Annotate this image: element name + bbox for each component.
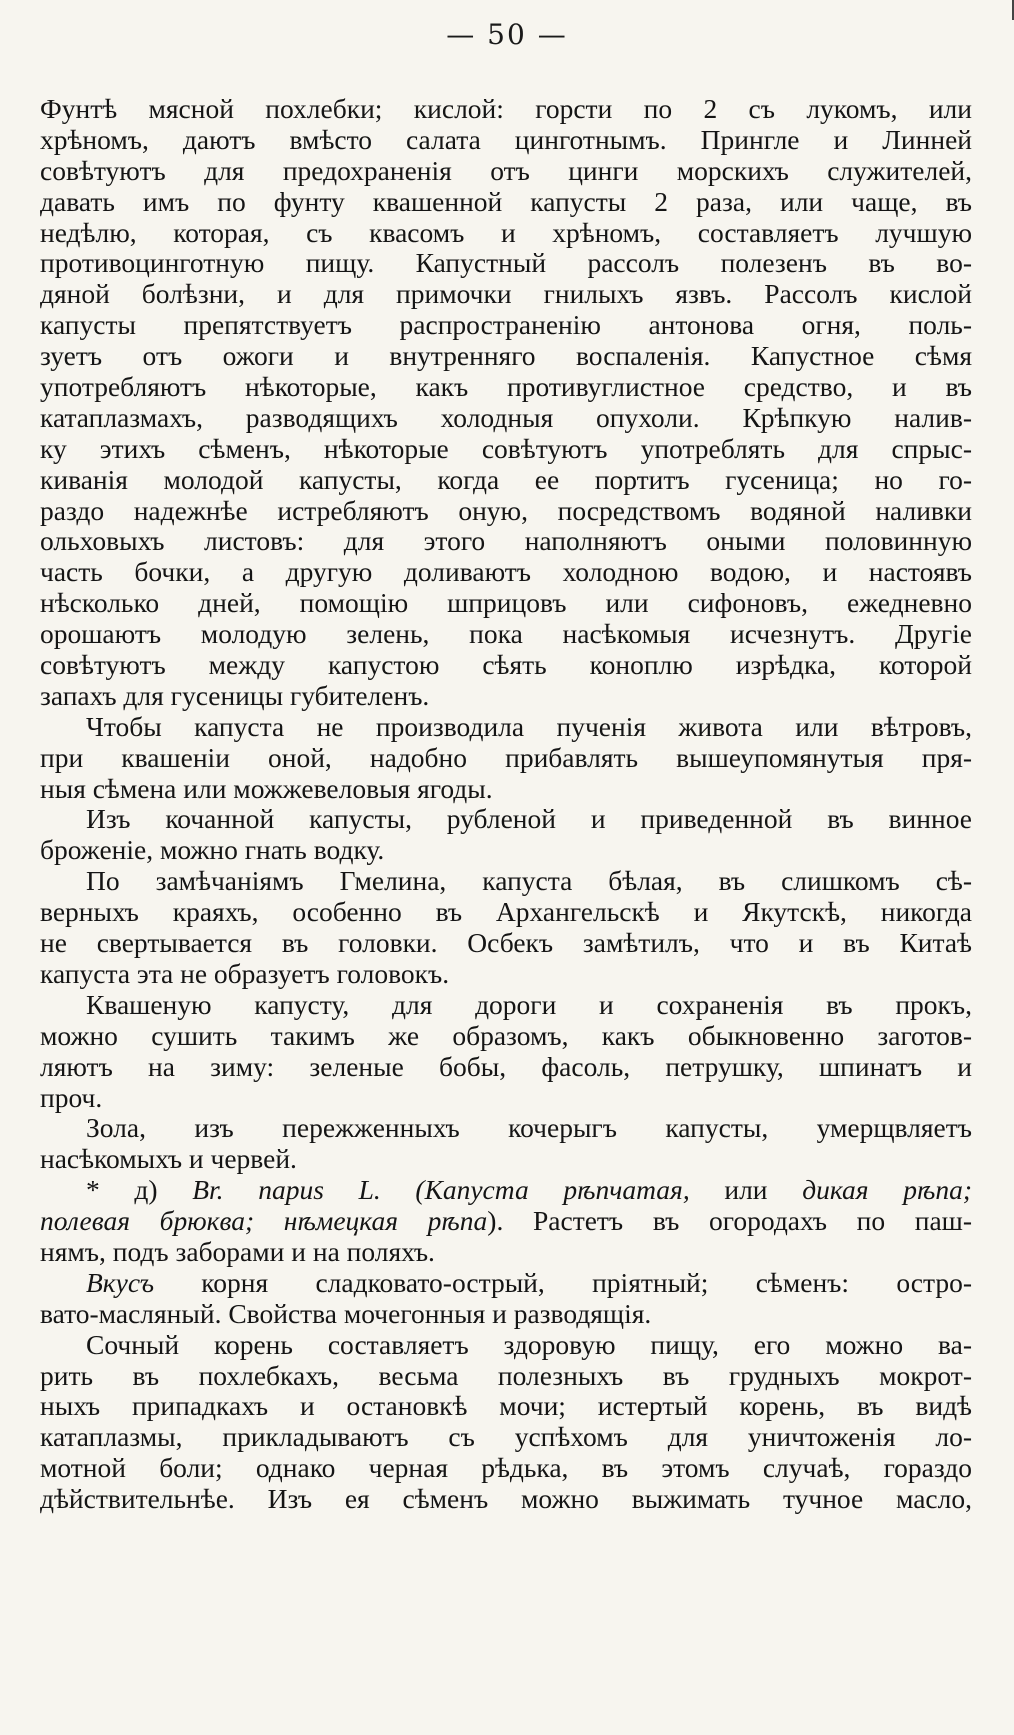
text-line: нямъ, подъ заборами и на поляхъ. bbox=[40, 1235, 435, 1267]
footnote-marker: * д) bbox=[86, 1174, 193, 1206]
text-line: киванія молодой капусты, когда ее портитъ гусеница; но го- bbox=[40, 463, 972, 495]
text-fragment: или bbox=[689, 1174, 803, 1206]
latin-name: Br. napus L. (Капуста рѣпчатая, bbox=[192, 1174, 690, 1206]
text-line: ку этихъ сѣменъ, нѣкоторые совѣтуютъ употреблять для спрыс- bbox=[40, 432, 972, 464]
text-line: противоцинготную пищу. Капустный рассолъ полезенъ въ во- bbox=[40, 247, 972, 279]
text-line: совѣтуютъ между капустою сѣять коноплю изрѣдка, которой bbox=[40, 649, 972, 681]
text-line: катаплазмахъ, разводящихъ холодныя опухоли. Крѣпкую налив- bbox=[40, 401, 972, 433]
text-line bbox=[40, 1206, 972, 1237]
text-line bbox=[40, 1268, 972, 1299]
text-line: Чтобы капуста не производила пученія живота или вѣтровъ, bbox=[86, 710, 972, 742]
text-line: хрѣномъ, даютъ вмѣсто салата цинготнымъ. Прингле и Линней bbox=[40, 123, 972, 155]
text-line: насѣкомыхъ и червей. bbox=[40, 1143, 297, 1175]
text-line: броженіе, можно гнать водку. bbox=[40, 834, 385, 866]
text-line: капуста эта не образуетъ головокъ. bbox=[40, 957, 450, 989]
text-line: недѣлю, которая, съ квасомъ и хрѣномъ, составляетъ лучшую bbox=[40, 216, 972, 248]
page-number: — 50 — bbox=[446, 18, 568, 51]
text-line: не свертывается въ головки. Осбекъ замѣтилъ, что и въ Китаѣ bbox=[40, 927, 972, 959]
text-line: раздо надежнѣе истребляютъ оную, посредствомъ водяной наливки bbox=[40, 494, 972, 526]
text-line: мотной боли; однако черная рѣдька, въ этомъ случаѣ, гораздо bbox=[40, 1452, 972, 1484]
text-fragment: ). Растетъ въ огородахъ по паш- bbox=[487, 1205, 972, 1237]
text-line: ныхъ припадкахъ и остановкѣ мочи; истертый корень, въ видѣ bbox=[40, 1390, 972, 1422]
text-line: давать имъ по фунту квашенной капусты 2 раза, или чаще, въ bbox=[40, 185, 972, 217]
text-line: запахъ для гусеницы губителенъ. bbox=[40, 679, 430, 711]
text-line: дяной болѣзни, и для примочки гнилыхъ язвъ. Рассолъ кислой bbox=[40, 278, 972, 310]
text-line: Зола, изъ пережженныхъ кочерыгъ капусты, умерщвляетъ bbox=[86, 1112, 972, 1144]
text-line: нѣсколько дней, помощію шприцовъ или сифоновъ, ежедневно bbox=[40, 587, 972, 619]
text-line: вато-масляный. Свойства мочегонныя и разводящія. bbox=[40, 1297, 652, 1329]
text-line: Квашеную капусту, для дороги и сохраненія въ прокъ, bbox=[86, 988, 972, 1020]
text-line: ольховыхъ листовъ: для этого наполняютъ оными половинную bbox=[40, 525, 972, 557]
common-name: дикая рѣпа; bbox=[802, 1174, 972, 1206]
text-line: дѣйствительнѣе. Изъ ея сѣменъ можно выжимать тучное масло, bbox=[40, 1483, 972, 1515]
text-fragment: корня сладковато-острый, пріятный; сѣменъ: остро- bbox=[154, 1266, 972, 1298]
text-line: употребляютъ нѣкоторые, какъ противуглистное средство, и въ bbox=[40, 371, 972, 403]
text-line: катаплазмы, прикладываютъ съ успѣхомъ для уничтоженія ло- bbox=[40, 1421, 972, 1453]
tail-lines bbox=[40, 1330, 972, 1515]
text-line: капусты препятствуетъ распространенію антонова огня, поль- bbox=[40, 309, 972, 341]
text-line: можно сушить такимъ же образомъ, какъ обыкновенно заготов- bbox=[40, 1019, 972, 1051]
common-name: полевая брюква; нѣмецкая рѣпа bbox=[40, 1205, 488, 1237]
text-line: зуетъ отъ ожоги и внутренняго воспаленія. Капустное сѣмя bbox=[40, 340, 972, 372]
text-line: орошаютъ молодую зелень, пока насѣкомыя исчезнутъ. Другіе bbox=[40, 618, 972, 650]
text-line: проч. bbox=[40, 1081, 103, 1113]
text-line: Сочный корень составляетъ здоровую пищу, его можно ва- bbox=[86, 1328, 972, 1360]
text-line bbox=[40, 1175, 972, 1206]
text-line: при квашеніи оной, надобно прибавлять вышеупомянутыя пря- bbox=[40, 741, 972, 773]
text-line: Изъ кочанной капусты, рубленой и приведенной въ винное bbox=[86, 803, 972, 835]
text-line: ляютъ на зиму: зеленые бобы, фасоль, петрушку, шпинатъ и bbox=[40, 1050, 972, 1082]
text-line: Фунтѣ мясной похлебки; кислой: горсти по 2 съ лукомъ, или bbox=[40, 93, 972, 124]
body-text bbox=[40, 94, 972, 1515]
text-line: верныхъ краяхъ, особенно въ Архангельскѣ и Якутскѣ, никогда bbox=[40, 896, 972, 928]
text-line: ныя сѣмена или можжевеловыя ягоды. bbox=[40, 772, 493, 804]
section-term: Вкусъ bbox=[86, 1266, 154, 1298]
text-line: часть бочки, а другую доливаютъ холодною водою, и настоявъ bbox=[40, 556, 972, 588]
text-line: совѣтуютъ для предохраненія отъ цинги морскихъ служителей, bbox=[40, 154, 972, 186]
text-line: По замѣчаніямъ Гмелина, капуста бѣлая, въ слишкомъ сѣ- bbox=[86, 865, 972, 897]
main-lines bbox=[40, 94, 972, 1175]
text-line: рить въ похлебкахъ, весьма полезныхъ въ грудныхъ мокрот- bbox=[40, 1359, 972, 1391]
